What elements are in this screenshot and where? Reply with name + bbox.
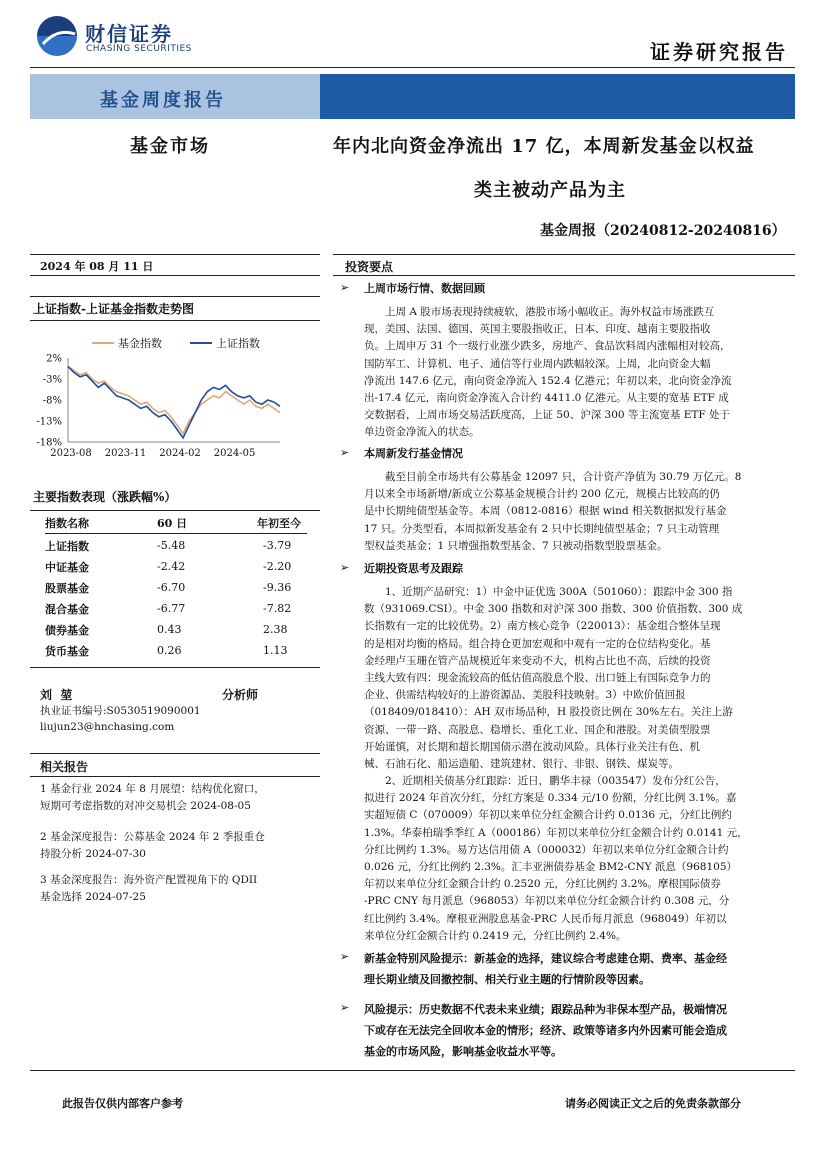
y-tick-label: 2% — [46, 353, 62, 365]
perf-row-60d: -6.77 — [157, 602, 186, 615]
perf-row-60d: 0.43 — [157, 623, 182, 636]
footer-rule — [30, 1070, 795, 1071]
report-title-line1: 年内北向资金净流出 17 亿，本周新发基金以权益 — [333, 136, 755, 157]
table-row — [45, 640, 307, 661]
perf-row-ytd: -3.79 — [263, 539, 292, 552]
risk2-text — [364, 999, 789, 1062]
s3-p2-line: 来单位分红金额合计约 0.2419 元，分红比例约 2.4%。 — [364, 929, 627, 942]
s3-p1-line: 开始谨慎，对长期和超长期国债示潜在波动风险。具体行业关注有色、机 — [364, 740, 700, 753]
s3-p1-line: 企业、供需结构较好的上游资源品、美股科技映射。3）中欧价值回报 — [364, 689, 686, 702]
s3-title: 近期投资思考及跟踪 — [364, 562, 463, 575]
related-report-3-line1: 3 基金深度报告：海外资产配置视角下的 QDII — [40, 874, 258, 886]
perf-row-name: 上证指数 — [45, 539, 89, 553]
related-report-3[interactable] — [40, 872, 320, 906]
perf-row-60d: 0.26 — [157, 644, 182, 657]
s3-p1-line: 金经理卢玉珊在管产品规模近年来变动不大，机构占比也不高，后续的投资 — [364, 654, 711, 667]
report-series-label: 基金周度报告 — [100, 90, 226, 111]
footer-left: 此报告仅供内部客户参考 — [62, 1097, 183, 1110]
s1-line: 上周 A 股市场表现持续疲软，港股市场小幅收正。海外权益市场涨跌互 — [385, 306, 715, 318]
s1-line: 单边资金净流入的状态。 — [364, 426, 480, 439]
risk2-line: 风险提示：历史数据不代表未来业绩；跟踪品种为非保本型产品，极端情况 — [364, 1003, 727, 1016]
category-title: 基金市场 — [130, 136, 210, 157]
table-row — [45, 598, 307, 619]
s3-p1-line: 械、石油石化、船运造船、建筑建材、银行、非银、钢铁、煤炭等。 — [364, 758, 679, 771]
risk1-bullet-icon: ➢ — [340, 950, 350, 963]
header-rule — [30, 67, 795, 68]
perf-row-ytd: -7.82 — [263, 602, 292, 615]
x-tick-label: 2023-08 — [50, 448, 92, 459]
perf-row-name: 混合基金 — [45, 602, 89, 616]
s2-line: 截至目前全市场共有公募基金 12097 只，合计资产净值为 30.79 万亿元。8 — [385, 471, 742, 483]
chart-title: 上证指数-上证基金指数走势图 — [33, 302, 194, 316]
left-date-rule-top — [30, 254, 320, 255]
risk2-line: 基金的市场风险，影响基金收益水平等。 — [364, 1045, 562, 1058]
points-title: 投资要点 — [345, 260, 394, 274]
perf-row-name: 中证基金 — [45, 560, 89, 574]
related-report-3-line2: 基金选择 2024-07-25 — [40, 891, 146, 903]
band-right — [320, 74, 795, 119]
s1-title: 上周市场行情、数据回顾 — [364, 282, 485, 295]
s3-p2-line: 实超短债 C（070009）年初以来单位分红金额合计约 0.0136 元，分红比例约 — [364, 809, 732, 822]
chart-title-rule — [30, 296, 320, 297]
doc-type: 证券研究报告 — [650, 40, 788, 64]
footer-right: 请务必阅读正文之后的免责条款部分 — [565, 1097, 741, 1110]
related-title: 相关报告 — [40, 760, 89, 774]
s2-line: 月以来全市场新增/新成立公募基金规模合计约 200 亿元，规模占比较高的仍 — [364, 488, 720, 501]
s1-line: 负。上周申万 31 个一级行业涨少跌多，房地产、食品饮料周内涨幅相对较高， — [364, 340, 731, 353]
table-row — [45, 577, 307, 598]
perf-header-60d: 60 日 — [157, 516, 188, 530]
s3-p1-line: 数（931069.CSI）。中金 300 指数和对沪深 300 指数、300 价值指数、300 成 — [364, 603, 743, 616]
left-date-rule-bottom — [30, 275, 320, 276]
perf-title: 主要指数表现（涨跌幅%） — [33, 490, 177, 504]
s3-p1-line: 长指数有一定的比较优势。2）南方核心竞争（220013）：基金组合整体呈现 — [364, 620, 721, 633]
y-tick-label: -3% — [42, 374, 62, 386]
y-tick-label: -13% — [36, 416, 62, 428]
logo-en-text: CHASING SECURITIES — [86, 44, 192, 54]
table-row — [45, 619, 307, 640]
perf-table — [45, 512, 307, 661]
x-tick-label: 2024-02 — [159, 448, 201, 459]
perf-row-name: 债券基金 — [45, 623, 89, 637]
legend-label: 基金指数 — [118, 337, 162, 350]
table-row — [45, 535, 307, 556]
s2-line: 17 只。分类型看，本周拟新发基金有 2 只中长期纯债型基金；7 只主动管理 — [364, 522, 720, 535]
risk1-line: 理长期业绩及回撤控制、相关行业主题的行情阶段等因素。 — [364, 973, 650, 986]
chart-title-rule-bottom — [30, 320, 320, 321]
related-rule-bottom — [30, 776, 320, 777]
analyst-role: 分析师 — [222, 688, 259, 702]
series-line-sse-index — [68, 366, 280, 437]
s2-body — [364, 469, 784, 555]
s3-p2-line: 红比例约 3.4%。摩根亚洲股息基金-PRC 人民币每月派息（968049）年初以 — [364, 912, 727, 925]
analyst-cert: 执业证书编号:S0530519090001 — [40, 705, 201, 717]
perf-row-60d: -2.42 — [157, 560, 186, 573]
s3-p2-line: 1.3%。华泰柏瑞季季红 A（000186）年初以来单位分红金额合计约 0.0141 元， — [364, 826, 748, 839]
s1-line: 出-17.4 亿元，南向资金净流入合计约 4411.0 亿港元。从主要的宽基 ETF 成 — [364, 392, 729, 405]
related-report-2-line1: 2 基金深度报告：公募基金 2024 年 2 季报重仓 — [40, 831, 265, 843]
perf-header-name: 指数名称 — [45, 516, 89, 530]
logo-cn-text: 财信证券 — [85, 22, 173, 46]
s1-line: 净流出 147.6 亿元，南向资金净流入 152.4 亿港元；年初以来，北向资金净流 — [364, 374, 732, 387]
s3-p1-line: 1、近期产品研究：1）中金中证优选 300A（501060）：跟踪中金 300 指 — [385, 586, 733, 598]
s3-p2-line: 年初以来单位分红金额合计约 0.2520 元，分红比例约 3.2%。摩根国际债券 — [364, 878, 721, 891]
perf-row-name: 货币基金 — [45, 644, 89, 658]
table-row — [45, 556, 307, 577]
s3-bullet-icon: ➢ — [340, 561, 350, 574]
s3-para1 — [364, 584, 784, 773]
perf-row-60d: -5.48 — [157, 539, 186, 552]
s2-line: 型权益类基金；1 只增强指数型基金、7 只被动指数型股票基金。 — [364, 539, 668, 552]
s3-p1-line: 主线大致有四：现金流较高的低估值高股息个股、出口链上有国际竞争力的 — [364, 672, 711, 685]
report-subtitle: 基金周报（20240812-20240816） — [540, 223, 786, 239]
s1-line: 国防军工、计算机、电子、通信等行业周内跌幅较深。上周，北向资金大幅 — [364, 357, 711, 370]
trend-chart — [30, 330, 315, 468]
perf-row-60d: -6.70 — [157, 581, 186, 594]
y-tick-label: -18% — [36, 437, 62, 449]
trend-chart-svg — [30, 330, 315, 468]
s3-p2-line: 0.026 元，分红比例约 2.3%。汇丰亚洲债券基金 BM2-CNY 派息（968105） — [364, 861, 738, 874]
s2-bullet-icon: ➢ — [340, 446, 350, 459]
s3-p2-line: 拟进行 2024 年首次分红，分红方案是 0.334 元/10 份额，分红比例 3.1%。嘉 — [364, 792, 737, 805]
s2-line: 是中长期纯债型基金等。本周（0812-0816）根据 wind 相关数据拟发行基金 — [364, 505, 727, 518]
x-tick-label: 2024-05 — [213, 448, 256, 459]
series-line-fund-index — [68, 366, 280, 433]
report-title-line2: 类主被动产品为主 — [474, 180, 626, 201]
perf-table-rule-top — [30, 510, 320, 511]
s3-p2-line: 2、近期相关债基分红跟踪：近日，鹏华丰禄（003547）发布分红公告， — [385, 775, 726, 787]
perf-row-ytd: 1.13 — [263, 644, 288, 657]
risk1-line: 新基金特别风险提示：新基金的选择，建议综合考虑建仓期、费率、基金经 — [364, 952, 727, 965]
s1-bullet-icon: ➢ — [340, 281, 350, 294]
perf-table-rule-bottom — [30, 667, 320, 668]
x-tick-label: 2023-11 — [104, 448, 147, 459]
s3-p1-line: 资源、一带一路、高股息、稳增长、重化工业、国企和港股。对美债型股票 — [364, 723, 711, 736]
risk2-line: 下或存在无法完全回收本金的情形；经济、政策等诸多内外因素可能会造成 — [364, 1024, 727, 1037]
related-rule-top — [30, 753, 320, 754]
s3-p2-line: -PRC CNY 每月派息（968053）年初以来单位分红金额合计约 0.308 元，分 — [364, 895, 730, 908]
logo-mark-icon — [35, 14, 79, 58]
analyst-name: 刘 堃 — [40, 688, 73, 702]
perf-row-name: 股票基金 — [45, 581, 89, 595]
related-report-1-line1: 1 基金行业 2024 年 8 月展望：结构优化窗口， — [40, 783, 265, 795]
points-rule-top — [333, 254, 795, 255]
s1-body — [364, 304, 784, 442]
related-report-1-line2: 短期可考虑指数的对冲交易机会 2024-08-05 — [40, 800, 251, 812]
perf-row-ytd: -2.20 — [263, 560, 292, 573]
analyst-email[interactable]: liujun23@hnchasing.com — [40, 721, 175, 733]
report-date: 2024 年 08 月 11 日 — [40, 260, 154, 273]
s3-p1-line: 的是相对均衡的格局。组合持仓更加宏观和中观有一定的仓位结构变化。基 — [364, 637, 711, 650]
perf-row-ytd: 2.38 — [263, 623, 288, 636]
s2-title: 本周新发行基金情况 — [364, 447, 463, 460]
related-report-2[interactable] — [40, 829, 320, 863]
s1-line: 交数据看，上周市场交易活跃度高，上证 50、沪深 300 等主流宽基 ETF 处于 — [364, 409, 731, 422]
risk1-text — [364, 948, 789, 990]
s3-para2 — [364, 773, 784, 945]
perf-header-ytd: 年初至今 — [257, 516, 301, 530]
perf-row-ytd: -9.36 — [263, 581, 292, 594]
perf-header-row — [45, 512, 307, 534]
legend-label: 上证指数 — [216, 337, 260, 350]
related-report-2-line2: 持股分析 2024-07-30 — [40, 848, 146, 860]
company-logo — [35, 14, 79, 58]
related-report-1[interactable] — [40, 781, 320, 815]
s1-line: 现，美国、法国、德国、英国主要股指收正，日本、印度、越南主要股指收 — [364, 323, 711, 336]
s3-p1-line: （018409/018410）：AH 双市场品种，H 股投资比例在 30%左右。关注上游 — [364, 706, 733, 719]
risk2-bullet-icon: ➢ — [340, 1001, 350, 1014]
s3-p2-line: 分红比例约 1.3%。易方达信用债 A（000032）年初以来单位分红金额合计约 — [364, 843, 729, 856]
points-rule-bottom — [333, 275, 795, 276]
y-tick-label: -8% — [42, 395, 62, 407]
